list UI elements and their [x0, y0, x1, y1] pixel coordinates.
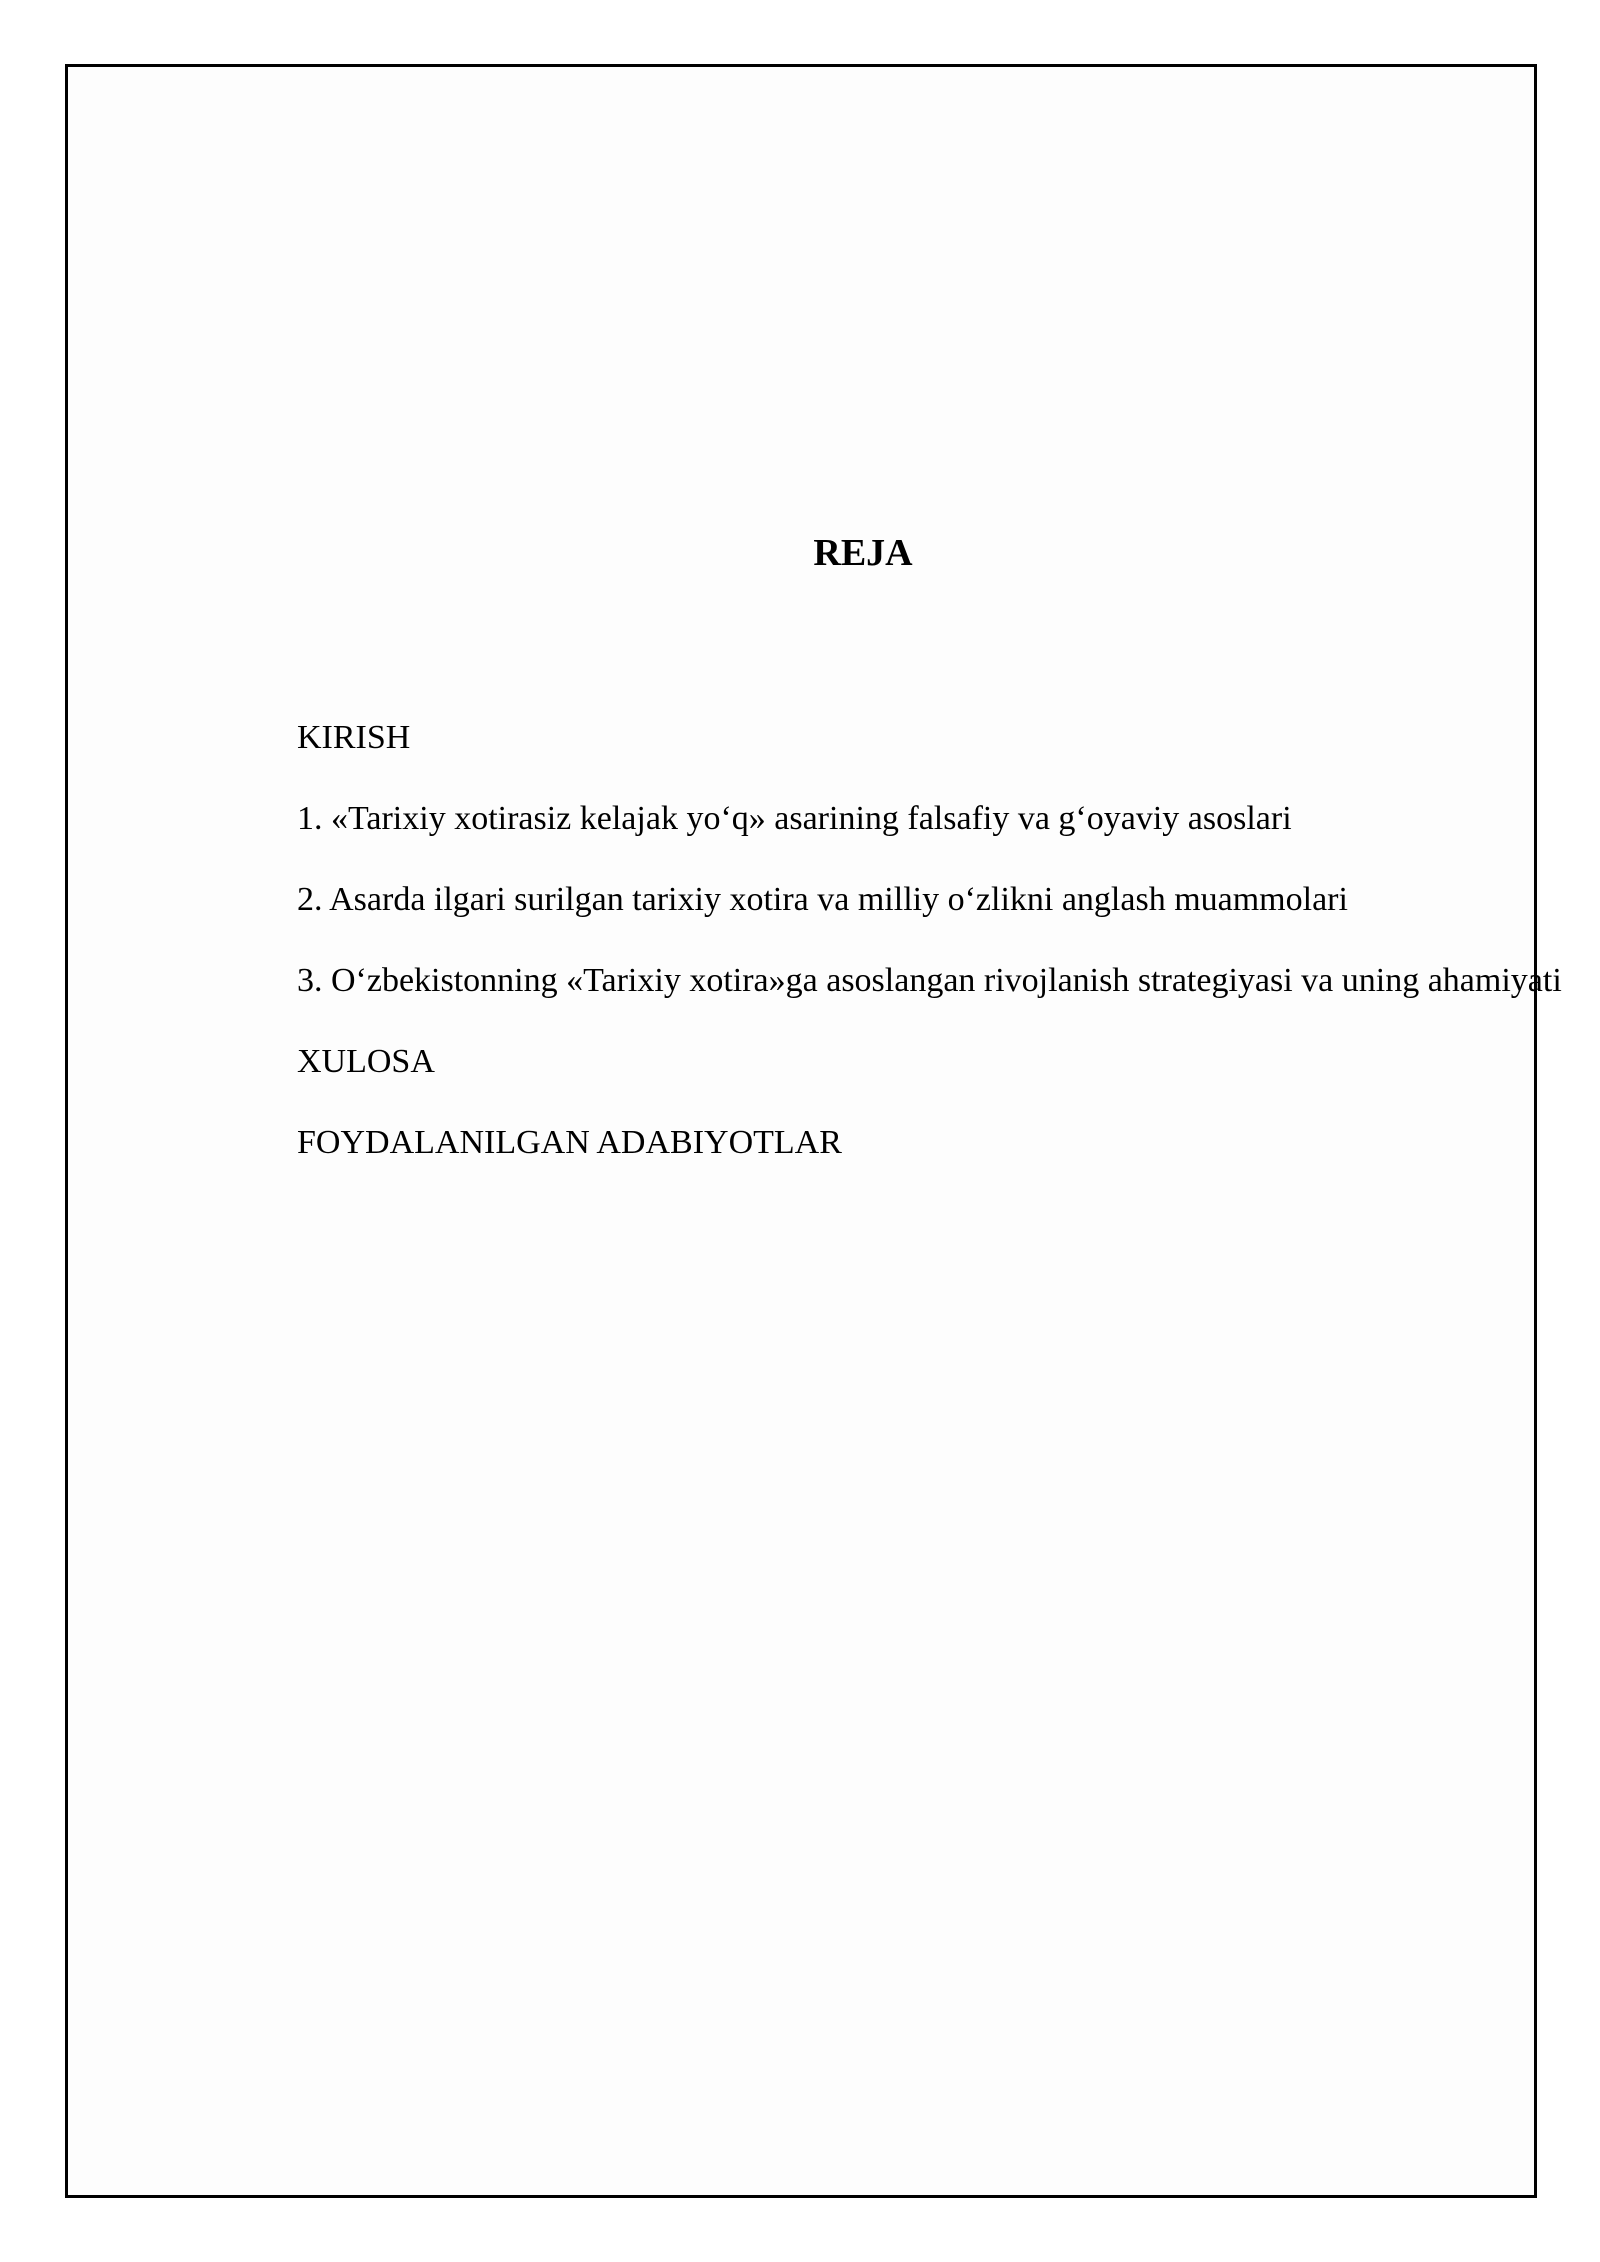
- plan-item-kirish: KIRISH: [297, 719, 411, 756]
- plan-item-2: 2. Asarda ilgari surilgan tarixiy xotira va milliy o‘zlikni anglash muammolari: [297, 881, 1348, 918]
- plan-item-xulosa: XULOSA: [297, 1043, 435, 1080]
- plan-list: [297, 705, 1567, 1191]
- page-frame: [65, 64, 1562, 2198]
- plan-item-3: 3. O‘zbekistonning «Tarixiy xotira»ga asoslangan rivojlanish strategiyasi va uning ahamiyati: [297, 962, 1562, 999]
- plan-item-1: 1. «Tarixiy xotirasiz kelajak yo‘q» asarining falsafiy va g‘oyaviy asoslari: [297, 800, 1292, 837]
- plan-item-adabiyotlar: FOYDALANILGAN ADABIYOTLAR: [297, 1124, 842, 1161]
- page-title: REJA: [813, 532, 913, 574]
